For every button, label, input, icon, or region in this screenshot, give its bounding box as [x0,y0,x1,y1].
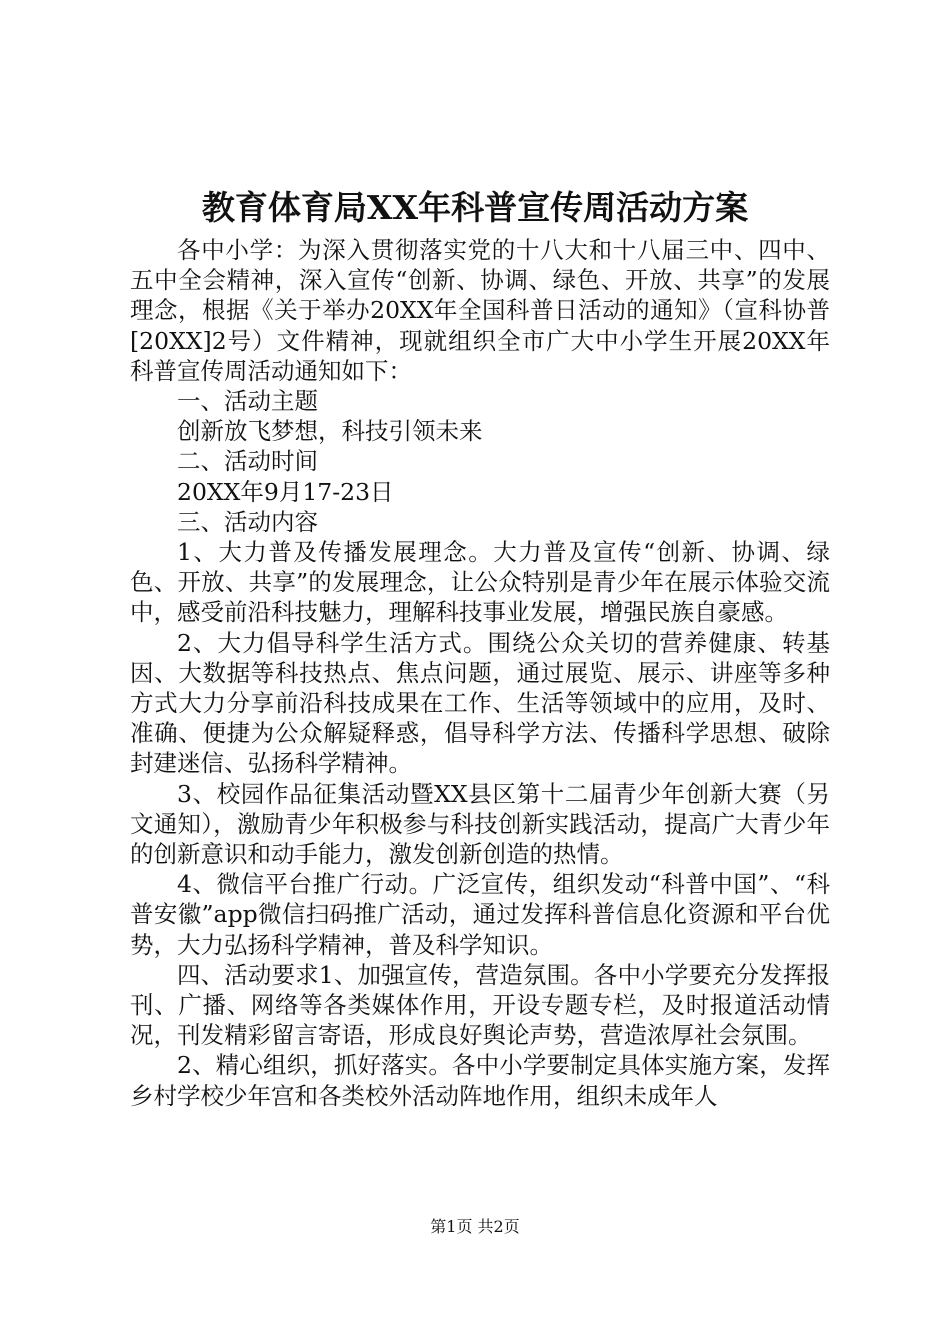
section-heading-content: 三、活动内容 [177,507,318,536]
section-heading-time: 二、活动时间 [177,447,318,476]
paragraph-content-4: 4、微信平台推广行动。广泛宣传，组织发动“科普中国”、“科普安徽”app微信扫码推广活动，通过发挥科普信息化资源和平台优势，大力弘扬科学精神，普及科学知识。 [130,870,830,959]
paragraph-content-2: 2、大力倡导科学生活方式。围绕公众关切的营养健康、转基因、大数据等科技热点、焦点问题，通过展览、展示、讲座等多种方式大力分享前沿科技成果在工作、生活等领域中的应用，及时、准确、便捷为公众解疑释惑，倡导科学方法、传播科学思想、破除封建迷信、弘扬科学精神。 [130,628,830,778]
document-title: 教育体育局XX年科普宣传周活动方案 [201,188,749,227]
paragraph-intro: 各中小学：为深入贯彻落实党的十八大和十八届三中、四中、五中全会精神，深入宣传“创新、协调、绿色、开放、共享”的发展理念，根据《关于举办20XX年全国科普日活动的通知》（宣科协普[20XX]2号）文件精神，现就组织全市广大中小学生开展20XX年科普宣传周活动通知如下： [130,236,830,385]
paragraph-theme: 创新放飞梦想，科技引领未来 [177,417,483,446]
section-heading-theme: 一、活动主题 [177,387,318,416]
paragraph-requirements-2: 2、精心组织，抓好落实。各中小学要制定具体实施方案，发挥乡村学校少年宫和各类校外活动阵地作用，组织未成年人 [130,1051,830,1110]
paragraph-requirements-1: 四、活动要求1、加强宣传，营造氛围。各中小学要充分发挥报刊、广播、网络等各类媒体作用，开设专题专栏，及时报道活动情况，刊发精彩留言寄语，形成良好舆论声势，营造浓厚社会氛围。 [130,960,830,1050]
paragraph-time: 20XX年9月17-23日 [177,477,394,506]
paragraph-content-3: 3、校园作品征集活动暨XX县区第十二届青少年创新大赛（另文通知），激励青少年积极参与科技创新实践活动，提高广大青少年的创新意识和动手能力，激发创新创造的热情。 [130,779,830,869]
document-body [130,235,830,1111]
paragraph-content-1: 1、大力普及传播发展理念。大力普及宣传“创新、协调、绿色、开放、共享”的发展理念，让公众特别是青少年在展示体验交流中，感受前沿科技魅力，理解科技事业发展，增强民族自豪感。 [130,538,830,627]
page-number-footer: 第1页 共2页 [430,1217,520,1236]
